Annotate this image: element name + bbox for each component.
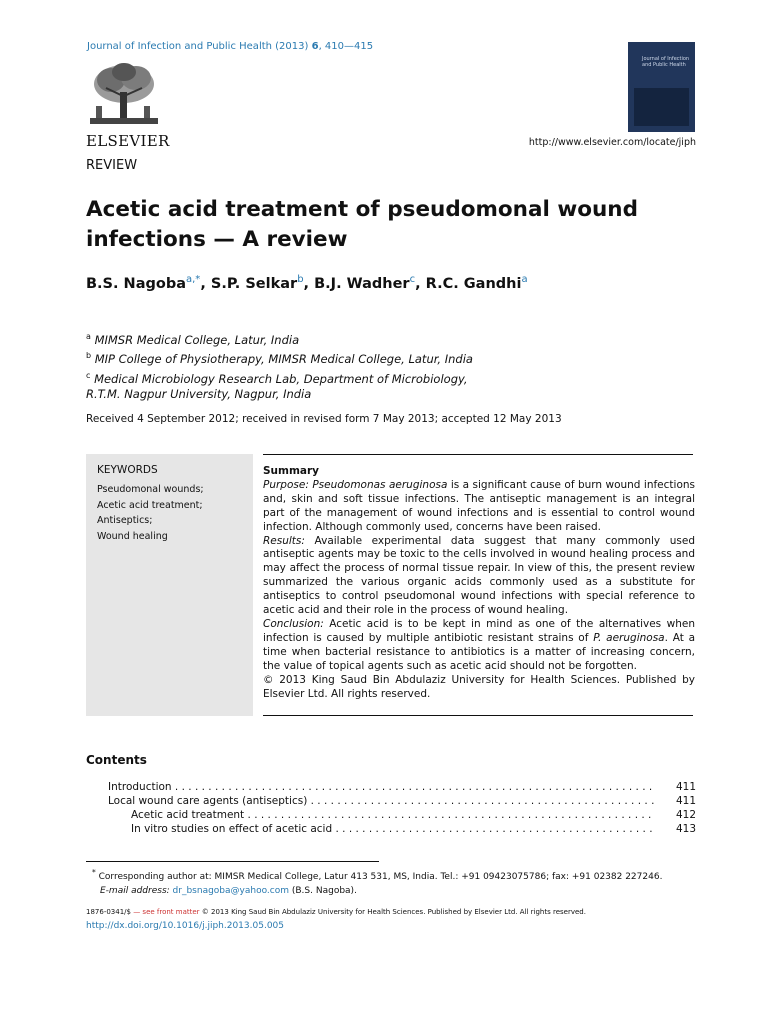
article-type: REVIEW [86,158,138,173]
summary-bottom-rule [263,715,693,716]
email-label: E-mail address: [100,885,170,896]
author-affil-link[interactable]: b [297,274,304,285]
toc-entry[interactable]: Local wound care agents (antiseptics) . . . 411 [86,794,696,808]
author-affil-link[interactable]: c [409,274,416,285]
article-title: Acetic acid treatment of pseudomonal wound infections — A review [86,197,638,252]
toc-entry[interactable]: Acetic acid treatment . . . 412 [86,808,696,822]
summary-purpose: Purpose: Pseudomonas aeruginosa is a significant cause of burn wound infections and, skin and soft tissue infections. The antiseptic management is an integral part of the management of wound infections and is essential to control wound infection. Although commonly used, concerns have been raised. [263,478,695,533]
summary-results: Results: Available experimental data suggest that many commonly used antiseptic agents may be toxic to the cells involved in wound healing process and may affect the process of normal tissue repair. In view of this, the present review summarized the various organic acids commonly used as a substitute for antiseptics to control pseudomonal wound infections with special reference to acetic acid and their role in the process of wound healing. [263,534,695,617]
issn-line: 1876-0341/$ — see front matter © 2013 King Saud Bin Abdulaziz University for Health Sciences. Published by Elsevier Ltd. All rights reserved. [86,908,586,916]
toc-page-number: 412 [656,808,696,822]
journal-reference[interactable] [87,41,373,52]
summary-abstract [263,465,695,701]
contents-heading: Contents [86,753,147,767]
publisher-name: ELSEVIER [86,132,170,150]
footnote-rule [86,861,379,862]
affiliation-item: $^b$ MIP College of Physiotherapy, MIMSR Medical College, Latur, India [86,351,473,367]
table-of-contents [86,780,696,836]
keywords-list [97,482,204,545]
author-affil-link[interactable]: a,* [186,274,201,285]
author-name: S.P. Selkar [210,275,298,292]
author-name: B.J. Wadher [314,275,410,292]
journal-cover-thumbnail[interactable] [628,42,695,132]
toc-entry[interactable]: In vitro studies on effect of acetic acid . . . 413 [86,822,696,836]
received-dates: Received 4 September 2012; received in revised form 7 May 2013; accepted 12 May 2013 [86,413,562,425]
author-affil-link[interactable]: a [521,274,528,285]
toc-page-number: 413 [656,822,696,836]
corresponding-author-footnote: * Corresponding author at: MIMSR Medical College, Latur 413 531, MS, India. Tel.: +91 09423075786; fax: +91 02382 227246. E-mail address: dr_bsnagoba@yahoo.com (B.S. Nagoba). [92,868,663,896]
keywords-heading: KEYWORDS [97,464,158,476]
journal-url[interactable]: http://www.elsevier.com/locate/jiph [528,137,696,148]
elsevier-tree-logo-icon [86,60,162,130]
author-name: R.C. Gandhi [425,275,522,292]
author-name: B.S. Nagoba [86,275,186,292]
keyword-item: Acetic acid treatment; [97,499,203,511]
toc-page-number: 411 [656,794,696,808]
affiliation-item: R.T.M. Nagpur University, Nagpur, India [86,386,312,401]
journal-pages: , 410—415 [318,41,374,52]
affiliation-item: $^c$ Medical Microbiology Research Lab, Department of Microbiology, [86,370,468,386]
summary-conclusion: Conclusion: Acetic acid is to be kept in mind as one of the alternatives when infection is caused by multiple antibiotic resistant strains of P. aeruginosa. At a time when bacterial resistance to antibiotics is a matter of increasing concern, the value of topical agents such as acetic acid should not be forgotten. [263,617,696,672]
author-list: B.S. Nagoba$^{a,*}$, S.P. Selkar$^b$, B.J. Wadher$^c$, R.C. Gandhi$^a$ [86,274,528,292]
keyword-item: Wound healing [97,531,168,543]
email-link[interactable]: dr_bsnagoba@yahoo.com [172,885,290,896]
cover-image [634,88,689,126]
summary-top-rule [263,454,693,455]
summary-heading: Summary [263,465,320,477]
toc-page-number: 411 [656,780,696,794]
doi-link[interactable]: http://dx.doi.org/10.1016/j.jiph.2013.05.005 [86,921,284,931]
keyword-item: Pseudomonal wounds; [97,484,204,495]
journal-name: Journal of Infection and Public Health (2013) [87,41,309,52]
journal-volume: 6 [311,41,319,52]
cover-title: Journal of Infection and Public Health [642,56,690,68]
keywords-box [86,454,253,716]
affiliation-item: $^a$ MIMSR Medical College, Latur, India [86,332,300,347]
affiliations [86,329,473,402]
keyword-item: Antiseptics; [97,515,153,527]
toc-entry[interactable]: Introduction . . . 411 [86,780,696,794]
summary-copyright: © 2013 King Saud Bin Abdulaziz University for Health Sciences. Published by Elsevier Ltd. All rights reserved. [263,673,695,700]
footnote-marker: * [92,868,96,877]
